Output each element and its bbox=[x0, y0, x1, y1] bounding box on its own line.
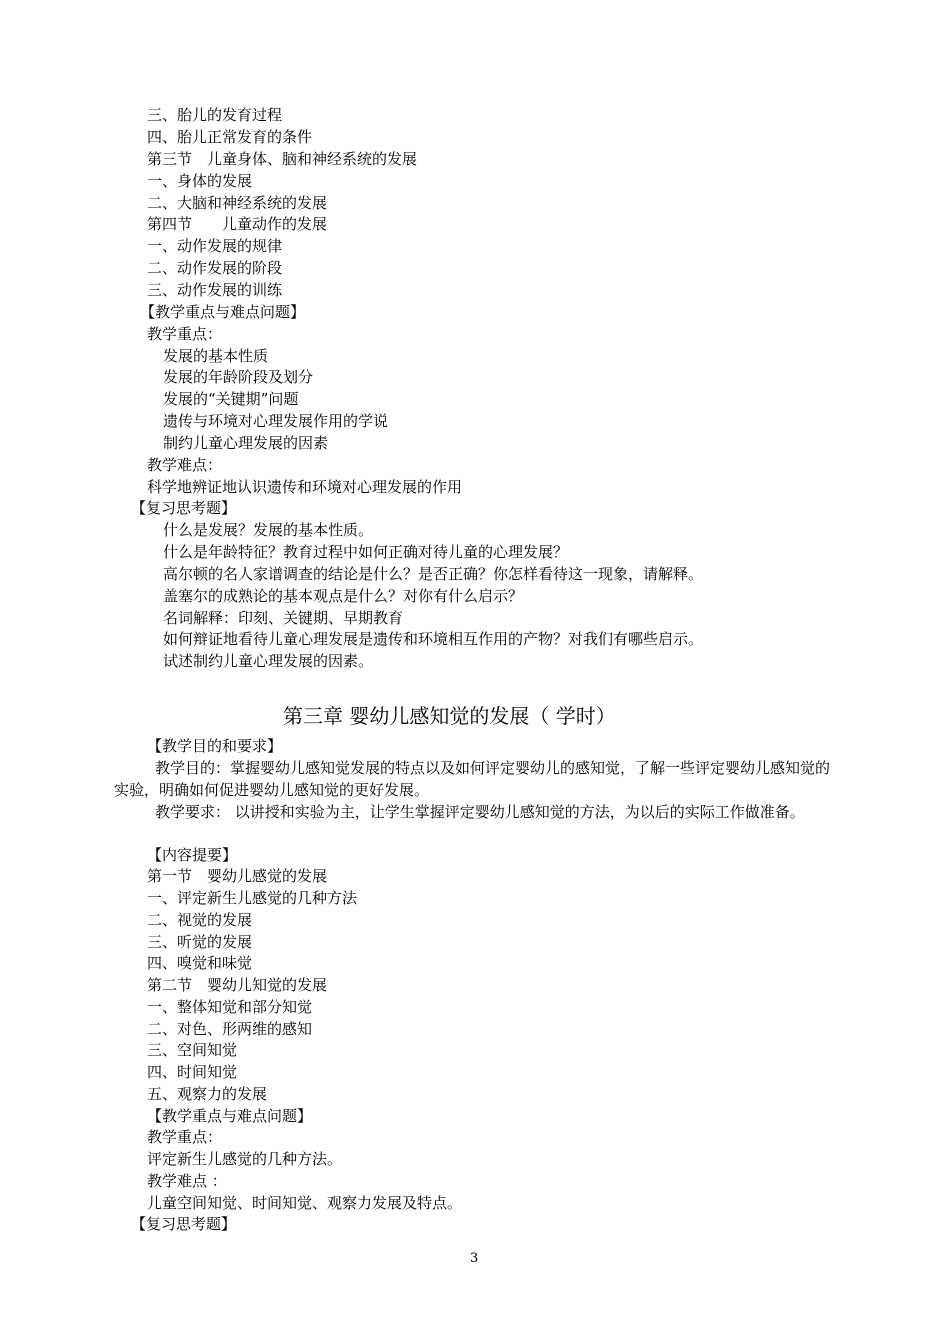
chapter-title: 第三章 婴幼儿感知觉的发展（ 学时） bbox=[283, 704, 616, 728]
text-line: 三、胎儿的发育过程 bbox=[147, 106, 283, 124]
text-line: 二、大脑和神经系统的发展 bbox=[147, 194, 328, 212]
list-item: 试述制约儿童心理发展的因素。 bbox=[163, 652, 374, 670]
text-line: 一、身体的发展 bbox=[147, 172, 253, 190]
text-line: 二、对色、形两维的感知 bbox=[147, 1020, 313, 1038]
bracket-heading: 【复习思考题】 bbox=[131, 1215, 237, 1233]
section-heading: 第一节 婴幼儿感觉的发展 bbox=[147, 867, 328, 885]
list-item: 发展的基本性质 bbox=[163, 347, 269, 365]
bracket-heading: 【教学目的和要求】 bbox=[147, 737, 283, 755]
list-item: 名词解释：印刻、关键期、早期教育 bbox=[163, 609, 404, 627]
text-line: 教学难点 ： bbox=[147, 1172, 227, 1190]
list-item: 发展的年龄阶段及划分 bbox=[163, 368, 314, 386]
requirement-paragraph: 教学要求： 以讲授和实验为主，让学生掌握评定婴幼儿感知觉的方法，为以后的实际工作做准备。 bbox=[155, 803, 805, 821]
text-line: 儿童空间知觉、时间知觉、观察力发展及特点。 bbox=[147, 1194, 463, 1212]
section-heading: 第二节 婴幼儿知觉的发展 bbox=[147, 976, 328, 994]
text-line: 评定新生儿感觉的几种方法。 bbox=[147, 1150, 343, 1168]
list-item: 发展的“关键期”问题 bbox=[163, 390, 299, 408]
list-item: 高尔顿的名人家谱调查的结论是什么？是否正确？你怎样看待这一现象，请解释。 bbox=[163, 565, 704, 583]
text-line: 教学重点： bbox=[147, 325, 223, 343]
page-number: 3 bbox=[470, 1251, 479, 1266]
text-line: 二、视觉的发展 bbox=[147, 911, 253, 929]
text-line: 四、胎儿正常发育的条件 bbox=[147, 128, 313, 146]
list-item: 盖塞尔的成熟论的基本观点是什么？对你有什么启示？ bbox=[163, 587, 524, 605]
list-item: 什么是年龄特征？教育过程中如何正确对待儿童的心理发展？ bbox=[163, 543, 569, 561]
list-item: 如何辩证地看待儿童心理发展是遗传和环境相互作用的产物？对我们有哪些启示。 bbox=[163, 630, 704, 648]
bracket-heading: 【教学重点与难点问题】 bbox=[140, 303, 306, 321]
bracket-heading: 【内容提要】 bbox=[147, 846, 238, 864]
text-line: 四、时间知觉 bbox=[147, 1063, 238, 1081]
purpose-paragraph: 教学目的：掌握婴幼儿感知觉发展的特点以及如何评定婴幼儿的感知觉，了解一些评定婴幼儿感知觉的实验，明确如何促进婴幼儿感知觉的更好发展。 bbox=[114, 759, 831, 799]
text-line: 四、嗅觉和味觉 bbox=[147, 954, 253, 972]
list-item: 什么是发展？发展的基本性质。 bbox=[163, 521, 374, 539]
bracket-heading: 【复习思考题】 bbox=[131, 499, 237, 517]
bracket-heading: 【教学重点与难点问题】 bbox=[147, 1107, 313, 1125]
text-line: 一、动作发展的规律 bbox=[147, 237, 283, 255]
text-line: 科学地辨证地认识遗传和环境对心理发展的作用 bbox=[147, 478, 463, 496]
text-line: 三、空间知觉 bbox=[147, 1041, 238, 1059]
text-line: 教学难点： bbox=[147, 456, 223, 474]
text-line: 二、动作发展的阶段 bbox=[147, 259, 283, 277]
text-line: 五、观察力的发展 bbox=[147, 1085, 268, 1103]
list-item: 遗传与环境对心理发展作用的学说 bbox=[163, 412, 389, 430]
text-line: 教学重点： bbox=[147, 1128, 223, 1146]
text-line: 一、评定新生儿感觉的几种方法 bbox=[147, 889, 358, 907]
list-item: 制约儿童心理发展的因素 bbox=[163, 434, 329, 452]
text-line: 一、整体知觉和部分知觉 bbox=[147, 998, 313, 1016]
section-heading: 第三节 儿童身体、脑和神经系统的发展 bbox=[147, 150, 418, 168]
text-line: 三、听觉的发展 bbox=[147, 933, 253, 951]
text-line: 三、动作发展的训练 bbox=[147, 281, 283, 299]
section-heading: 第四节 儿童动作的发展 bbox=[147, 215, 328, 233]
